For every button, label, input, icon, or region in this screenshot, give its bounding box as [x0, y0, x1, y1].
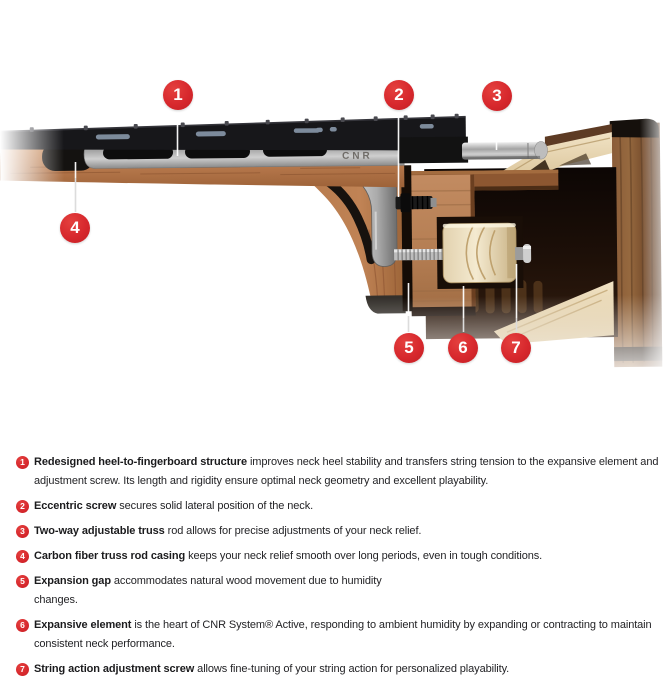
- cnr-embossed-text: CNR: [342, 150, 373, 162]
- legend-item-6: [16, 616, 662, 654]
- legend-desc-6: is the heart of CNR System® Active, responding to ambient humidity by expanding or contracting to maintain consistent neck performance.: [34, 619, 652, 650]
- legend-number-badge-7: 7: [16, 663, 29, 676]
- callout-2-eccentric-screw: 2: [384, 80, 414, 110]
- left-fade: [0, 103, 65, 234]
- callout-4-truss-rod-casing: 4: [60, 213, 90, 243]
- legend-term-1: Redesigned heel-to-fingerboard structure: [34, 456, 247, 468]
- legend-term-6: Expansive element: [34, 619, 132, 631]
- legend-item-4: [16, 547, 662, 566]
- legend-desc-7: allows fine-tuning of your string action for personalized playability.: [197, 663, 510, 675]
- threaded-rod: [394, 249, 446, 261]
- legend-term-5: Expansion gap: [34, 575, 111, 587]
- legend-item-2: [16, 497, 662, 516]
- legend-term-3: Two-way adjustable truss: [34, 525, 165, 537]
- callout-3-truss-rod: 3: [482, 81, 512, 111]
- legend-term-4: Carbon fiber truss rod casing: [34, 550, 186, 562]
- legend-number-badge-5: 5: [16, 575, 29, 588]
- legend-number-badge-1: 1: [16, 456, 29, 469]
- legend-desc-3: rod allows for precise adjustments of your neck relief.: [167, 525, 422, 537]
- legend: [16, 453, 662, 685]
- legend-item-1: [16, 453, 662, 491]
- legend-term-7: String action adjustment screw: [34, 663, 195, 675]
- legend-desc-1: improves neck heel stability and transfers string tension to the expansive element and adjustment screw. Its length and rigidity ensure optimal neck geometry and excellent playability.: [34, 456, 659, 487]
- expansive-element: [443, 223, 517, 283]
- legend-term-2: Eccentric screw: [34, 500, 117, 512]
- truss-rod: [462, 141, 548, 159]
- callout-7-action-screw: 7: [501, 333, 531, 363]
- fingerboard-end-support: [398, 137, 468, 164]
- callout-6-expansive-element: 6: [448, 333, 478, 363]
- legend-item-3: [16, 522, 662, 541]
- callout-1-heel-structure: 1: [163, 80, 193, 110]
- legend-number-badge-4: 4: [16, 550, 29, 563]
- legend-item-7: [16, 660, 662, 679]
- legend-desc-4: keeps your neck relief smooth over long periods, even in tough conditions.: [188, 550, 543, 562]
- legend-number-badge-6: 6: [16, 619, 29, 632]
- legend-item-5: [16, 572, 662, 610]
- legend-number-badge-2: 2: [16, 500, 29, 513]
- fingerboard: [0, 114, 466, 155]
- legend-desc-5: accommodates natural wood movement due to humidity changes.: [34, 575, 382, 606]
- legend-number-badge-3: 3: [16, 525, 29, 538]
- callout-5-expansion-gap: 5: [394, 333, 424, 363]
- legend-desc-2: secures solid lateral position of the neck.: [119, 500, 314, 512]
